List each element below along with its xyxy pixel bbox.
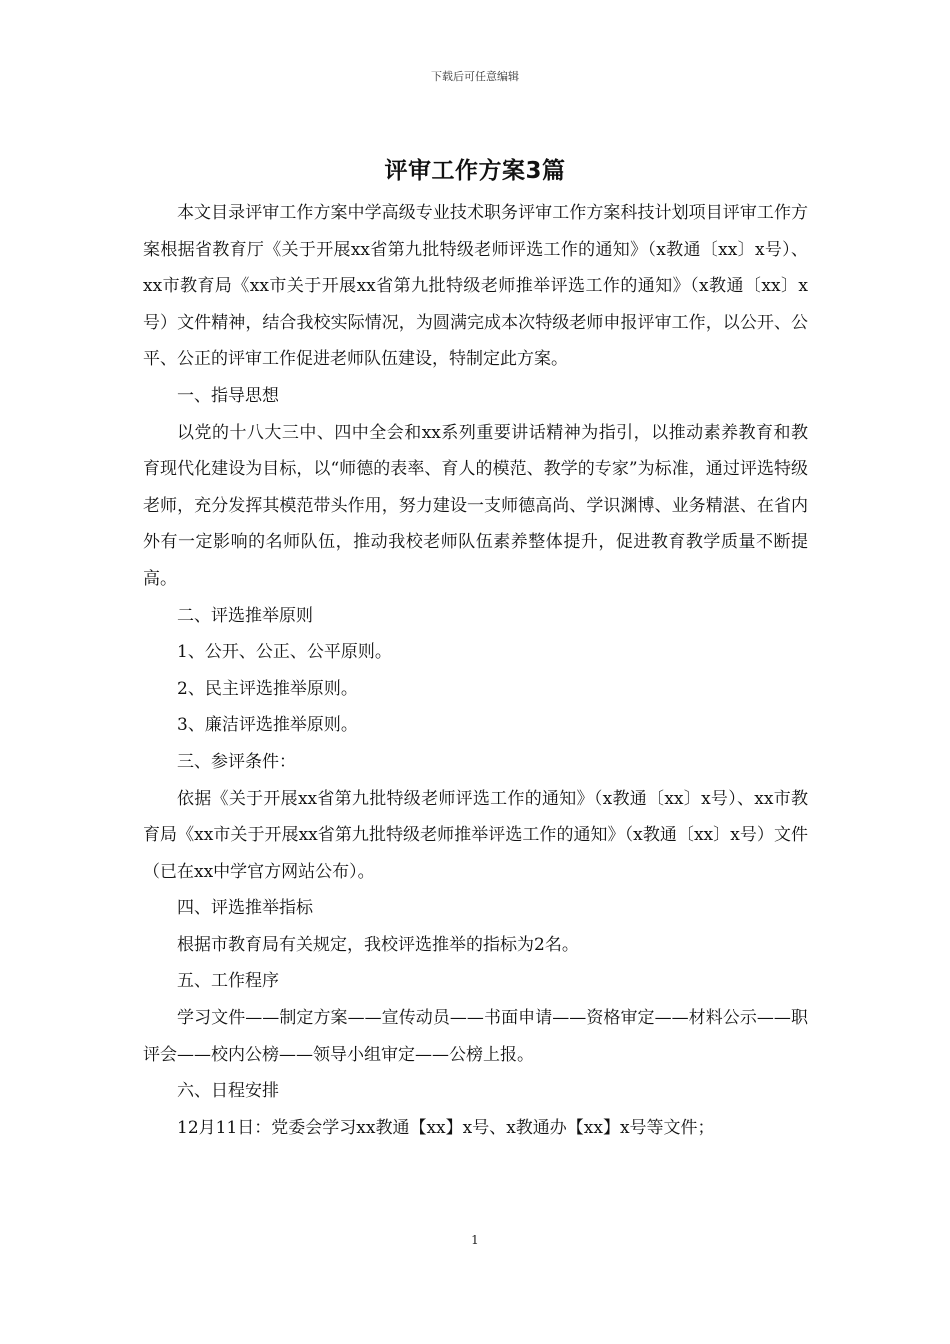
section-heading-4: 四、评选推举指标 — [177, 898, 313, 919]
principle-item-2: 2、民主评选推举原则。 — [177, 678, 358, 699]
section-heading-5: 五、工作程序 — [177, 971, 279, 992]
document-title: 评审工作方案3篇 — [384, 158, 566, 184]
paragraph-conditions: 依据《关于开展xx省第九批特级老师评选工作的通知》（x教通〔xx〕x号）、xx市教育局《xx市关于开展xx省第九批特级老师推举评选工作的通知》（x教通〔xx〕x号）文件（已在xx中学官方网站公布）。 — [143, 788, 808, 882]
paragraph-intro: 本文目录评审工作方案中学高级专业技术职务评审工作方案科技计划项目评审工作方案根据省教育厅《关于开展xx省第九批特级老师评选工作的通知》（x教通〔xx〕x号）、xx市教育局《xx市关于开展xx省第九批特级老师推举评选工作的通知》（x教通〔xx〕x号）文件精神，结合我校实际情况，为圆满完成本次特级老师申报评审工作，以公开、公平、公正的评审工作促进老师队伍建设，特制定此方案。 — [143, 203, 808, 370]
page-number: 1 — [471, 1233, 479, 1247]
section-heading-2: 二、评选推举原则 — [177, 605, 313, 626]
paragraph-schedule-item: 12月11日：党委会学习xx教通【xx】x号、x教通办【xx】x号等文件； — [177, 1117, 715, 1138]
section-heading-1: 一、指导思想 — [177, 385, 279, 406]
paragraph-guiding-thought: 以党的十八大三中、四中全会和xx系列重要讲话精神为指引，以推动素养教育和教育现代化建设为目标，以“师德的表率、育人的模范、教学的专家”为标准，通过评选特级老师，充分发挥其模范带头作用，努力建设一支师德高尚、学识渊博、业务精湛、在省内外有一定影响的名师队伍，推动我校老师队伍素养整体提升，促进教育教学质量不断提高。 — [143, 422, 808, 589]
paragraph-procedure: 学习文件——制定方案——宣传动员——书面申请——资格审定——材料公示——职评会——校内公榜——领导小组审定——公榜上报。 — [143, 1008, 808, 1065]
page-header-note: 下载后可任意编辑 — [431, 70, 519, 83]
document-body — [143, 195, 808, 1146]
paragraph-quota: 根据市教育局有关规定，我校评选推举的指标为2名。 — [177, 934, 579, 955]
section-heading-3: 三、参评条件： — [177, 751, 296, 772]
section-heading-6: 六、日程安排 — [177, 1081, 279, 1102]
principle-item-3: 3、廉洁评选推举原则。 — [177, 715, 358, 736]
principle-item-1: 1、公开、公正、公平原则。 — [177, 642, 392, 663]
